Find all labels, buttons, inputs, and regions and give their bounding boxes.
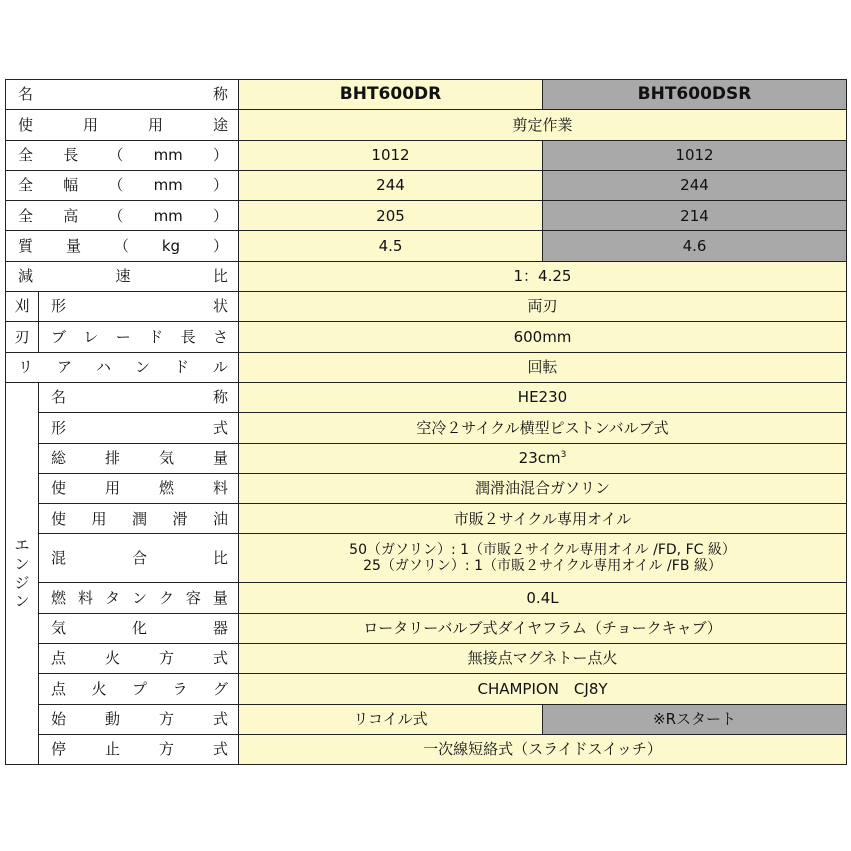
row-label-char: ン	[134, 358, 150, 377]
row-label-char: 称	[212, 388, 228, 407]
row-value: ロータリーバルブ式ダイヤフラム（チョークキャブ）	[239, 613, 847, 643]
row-carburetor	[6, 613, 847, 643]
row-length	[6, 140, 847, 170]
row-stop	[6, 734, 847, 764]
row-label	[6, 140, 239, 170]
row-label-char: ア	[56, 358, 72, 377]
row-value-model1: 1012	[239, 140, 543, 170]
row-label-char: mm	[153, 206, 183, 225]
row-label-char: さ	[212, 327, 228, 346]
row-label	[6, 352, 239, 382]
row-label-char: 量	[212, 588, 228, 607]
row-value: 空冷２サイクル横型ピストンバルブ式	[239, 413, 847, 443]
row-label-char: （	[113, 236, 129, 255]
row-label-char: 名	[18, 85, 34, 104]
row-label-text	[6, 86, 238, 103]
row-label-char: 油	[212, 509, 228, 528]
row-value-model1: 4.5	[239, 231, 543, 261]
row-label-text	[6, 117, 238, 134]
row-label-char: 使	[18, 115, 34, 134]
row-label-text	[39, 590, 238, 607]
row-rear-handle	[6, 352, 847, 382]
row-label-char: 式	[212, 649, 228, 668]
row-label	[39, 473, 239, 503]
row-label-char: 使	[51, 479, 67, 498]
row-label-char: 全	[18, 145, 34, 164]
row-label-char: 容	[185, 588, 201, 607]
row-label-text	[6, 147, 238, 164]
row-label-char: 料	[77, 588, 93, 607]
row-label	[39, 534, 239, 583]
row-value: 剪定作業	[239, 110, 847, 140]
row-label-char: 始	[51, 710, 67, 729]
row-value-model2: 244	[543, 170, 847, 200]
row-label	[39, 292, 239, 322]
row-label-char: 合	[131, 549, 147, 568]
blade-group-label-1: 刈	[6, 292, 39, 322]
row-label-char: 用	[82, 115, 98, 134]
row-label-text	[39, 329, 238, 346]
row-label-char: 式	[212, 418, 228, 437]
row-value-model1: 244	[239, 170, 543, 200]
row-label-char: 量	[65, 236, 81, 255]
row-label-char: mm	[153, 145, 183, 164]
row-label-char: ）	[212, 206, 228, 225]
mix-line-1: 50（ガソリン）: 1（市販２サイクル専用オイル /FD, FC 級）	[349, 542, 736, 559]
row-label-text	[39, 711, 238, 728]
row-label-char: 比	[212, 549, 228, 568]
row-label-char: 方	[158, 710, 174, 729]
row-value: 1：4.25	[239, 261, 847, 291]
row-label-char: 点	[51, 679, 67, 698]
row-label-text	[39, 389, 238, 406]
row-label	[39, 644, 239, 674]
row-label-char: 停	[51, 740, 67, 759]
row-label	[6, 231, 239, 261]
row-label-char: ン	[131, 588, 147, 607]
row-label-char: 質	[18, 236, 34, 255]
row-label-char: 滑	[172, 509, 188, 528]
row-label-char: ）	[212, 145, 228, 164]
row-label	[39, 443, 239, 473]
row-label	[39, 382, 239, 412]
row-label	[39, 413, 239, 443]
row-value-model2: 1012	[543, 140, 847, 170]
model2-heading: BHT600DSR	[543, 80, 847, 110]
row-label-text	[39, 681, 238, 698]
row-label-char: 途	[212, 115, 228, 134]
row-label-char: （	[108, 176, 124, 195]
row-label-char: 方	[158, 740, 174, 759]
row-label-char: 潤	[131, 509, 147, 528]
row-label-char: 用	[147, 115, 163, 134]
row-label-char: 総	[51, 448, 67, 467]
row-reduction	[6, 261, 847, 291]
row-label-char: 高	[63, 206, 79, 225]
row-label-char: （	[108, 145, 124, 164]
displacement-exponent: 3	[560, 449, 567, 460]
row-label-char: 称	[212, 85, 228, 104]
row-label	[6, 110, 239, 140]
row-value: 両刃	[239, 292, 847, 322]
row-label-text	[39, 420, 238, 437]
row-label-char: 用	[104, 479, 120, 498]
row-label-char: レ	[83, 327, 99, 346]
row-label-char: 料	[212, 479, 228, 498]
row-label	[39, 734, 239, 764]
row-value: 市販２サイクル専用オイル	[239, 504, 847, 534]
row-height	[6, 201, 847, 231]
row-label-text	[39, 650, 238, 667]
row-displacement	[6, 443, 847, 473]
row-label-text	[6, 208, 238, 225]
row-mix-ratio	[6, 534, 847, 583]
row-label-char: ブ	[51, 327, 67, 346]
row-value	[239, 443, 847, 473]
blade-group-label-2: 刃	[6, 322, 39, 352]
row-use	[6, 110, 847, 140]
row-label-char: ド	[148, 327, 164, 346]
row-label-char: 式	[212, 710, 228, 729]
row-label-text	[6, 359, 238, 376]
row-label-char: 量	[212, 448, 228, 467]
row-label-char: ー	[115, 327, 131, 346]
row-label-char: 形	[51, 297, 67, 316]
engine-group-label	[6, 382, 39, 764]
row-label-char: kg	[161, 236, 181, 255]
row-label-char: 器	[212, 619, 228, 638]
row-blade-length	[6, 322, 847, 352]
row-label-text	[6, 268, 238, 285]
row-label-char: 速	[115, 267, 131, 286]
row-label	[6, 170, 239, 200]
row-value: 0.4L	[239, 583, 847, 613]
row-value: HE230	[239, 382, 847, 412]
row-label-char: 混	[51, 549, 67, 568]
row-label-text	[6, 177, 238, 194]
spec-table	[5, 79, 847, 765]
row-label-char: 動	[104, 710, 120, 729]
row-value-model2: ※Rスタート	[543, 704, 847, 734]
row-value: 600mm	[239, 322, 847, 352]
row-label-char: ）	[212, 236, 228, 255]
engine-label-char: ン	[14, 592, 30, 611]
row-label-char: 排	[104, 448, 120, 467]
row-label-char: 気	[51, 619, 67, 638]
row-label-char: プ	[131, 679, 147, 698]
row-value: 回転	[239, 352, 847, 382]
row-label-char: 火	[104, 649, 120, 668]
row-label-text	[39, 511, 238, 528]
row-engine-name	[6, 382, 847, 412]
row-label-char: 火	[91, 679, 107, 698]
row-label-char: 式	[212, 740, 228, 759]
row-plug	[6, 674, 847, 704]
row-value: 無接点マグネトー点火	[239, 644, 847, 674]
row-label	[39, 674, 239, 704]
row-label-char: 使	[51, 509, 67, 528]
row-label-text	[39, 550, 238, 567]
row-label-char: 化	[131, 619, 147, 638]
row-label-text	[39, 480, 238, 497]
row-label-char: 全	[18, 206, 34, 225]
row-label-char: タ	[104, 588, 120, 607]
row-label-char: （	[108, 206, 124, 225]
row-label-char: 点	[51, 649, 67, 668]
mix-line-2: 25（ガソリン）: 1（市販２サイクル専用オイル /FB 級）	[363, 558, 722, 575]
row-label-char: ド	[173, 358, 189, 377]
row-label-char: 比	[212, 267, 228, 286]
row-value-model1: 205	[239, 201, 543, 231]
row-value: 一次線短絡式（スライドスイッチ）	[239, 734, 847, 764]
row-label-char: 減	[18, 267, 34, 286]
row-label-char: 長	[180, 327, 196, 346]
row-label	[39, 322, 239, 352]
row-label-text	[39, 298, 238, 315]
row-ignition	[6, 644, 847, 674]
row-label-char: グ	[212, 679, 228, 698]
engine-label-char: エ	[14, 536, 30, 555]
row-label	[39, 704, 239, 734]
row-label-char: 状	[212, 297, 228, 316]
row-oil	[6, 504, 847, 534]
row-label	[39, 583, 239, 613]
row-tank	[6, 583, 847, 613]
row-label-char: 全	[18, 176, 34, 195]
row-label-char: ラ	[172, 679, 188, 698]
row-value-model2: 4.6	[543, 231, 847, 261]
row-value-model1: リコイル式	[239, 704, 543, 734]
row-label	[6, 201, 239, 231]
header-row	[6, 80, 847, 110]
engine-label-char: ン	[14, 554, 30, 573]
row-start	[6, 704, 847, 734]
header-label	[6, 80, 239, 110]
row-label-char: 形	[51, 418, 67, 437]
row-blade-shape	[6, 292, 847, 322]
row-label-char: ク	[158, 588, 174, 607]
row-label-char: 方	[158, 649, 174, 668]
row-value: CHAMPION CJ8Y	[239, 674, 847, 704]
row-label-char: ル	[212, 358, 228, 377]
row-label-char: 燃	[51, 588, 67, 607]
row-value-model2: 214	[543, 201, 847, 231]
row-label-char: mm	[153, 176, 183, 195]
model1-heading: BHT600DR	[239, 80, 543, 110]
row-engine-type	[6, 413, 847, 443]
row-mass	[6, 231, 847, 261]
row-label-char: 幅	[63, 176, 79, 195]
row-label-char: リ	[18, 358, 34, 377]
row-label-char: 燃	[158, 479, 174, 498]
row-value	[239, 534, 847, 583]
row-label-char: 長	[63, 145, 79, 164]
row-label-char: 気	[158, 448, 174, 467]
displacement-value: 23cm	[518, 448, 561, 467]
row-label-text	[6, 238, 238, 255]
row-fuel	[6, 473, 847, 503]
row-width	[6, 170, 847, 200]
row-label-char: 用	[91, 509, 107, 528]
row-label-char: ハ	[95, 358, 111, 377]
row-label-text	[39, 741, 238, 758]
row-label	[39, 504, 239, 534]
row-label-text	[39, 620, 238, 637]
row-label	[39, 613, 239, 643]
row-label	[6, 261, 239, 291]
row-label-text	[39, 450, 238, 467]
row-label-char: 止	[104, 740, 120, 759]
row-value: 潤滑油混合ガソリン	[239, 473, 847, 503]
row-label-char: 名	[51, 388, 67, 407]
row-label-char: ）	[212, 176, 228, 195]
engine-label-char: ジ	[14, 573, 30, 592]
